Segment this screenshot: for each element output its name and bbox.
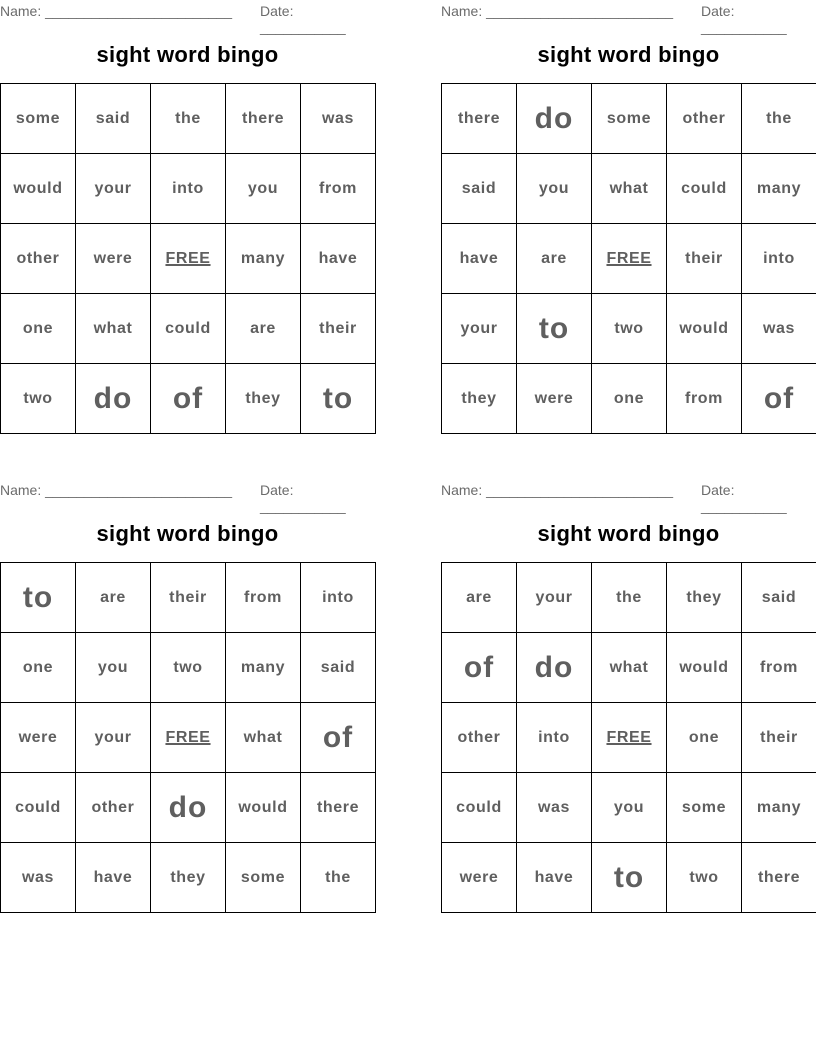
card-title: sight word bingo bbox=[96, 42, 279, 67]
bingo-cell: said bbox=[742, 563, 816, 633]
bingo-cell: the bbox=[742, 84, 816, 154]
bingo-cell: your bbox=[76, 154, 151, 224]
bingo-grid bbox=[0, 83, 376, 434]
bingo-cell: some bbox=[1, 84, 76, 154]
bingo-card-4 bbox=[441, 479, 816, 919]
bingo-cell: do bbox=[517, 84, 592, 154]
bingo-cell: their bbox=[667, 224, 742, 294]
card-header bbox=[0, 3, 375, 35]
bingo-cell: their bbox=[301, 294, 376, 364]
bingo-cell: some bbox=[226, 843, 301, 913]
bingo-cell: have bbox=[76, 843, 151, 913]
bingo-cell: your bbox=[442, 294, 517, 364]
bingo-cell: were bbox=[76, 224, 151, 294]
bingo-cell: there bbox=[442, 84, 517, 154]
bingo-cell: to bbox=[301, 364, 376, 434]
bingo-cell: you bbox=[592, 773, 667, 843]
card-header bbox=[441, 3, 816, 35]
bingo-cell: they bbox=[667, 563, 742, 633]
bingo-cell: two bbox=[592, 294, 667, 364]
name-field-label: Name: ________________________ bbox=[0, 3, 232, 19]
grid-row bbox=[1, 633, 376, 703]
grid-row bbox=[442, 364, 816, 434]
free-space-cell: FREE bbox=[151, 703, 226, 773]
bingo-cell: would bbox=[667, 294, 742, 364]
bingo-cell: you bbox=[517, 154, 592, 224]
bingo-cell: of bbox=[301, 703, 376, 773]
bingo-cell: have bbox=[301, 224, 376, 294]
bingo-cell: they bbox=[442, 364, 517, 434]
grid-row bbox=[1, 84, 376, 154]
bingo-cell: many bbox=[742, 154, 816, 224]
bingo-cell: do bbox=[76, 364, 151, 434]
bingo-grid bbox=[0, 562, 376, 913]
bingo-cell: two bbox=[667, 843, 742, 913]
grid-row bbox=[442, 224, 816, 294]
bingo-cell: are bbox=[442, 563, 517, 633]
bingo-cell: from bbox=[301, 154, 376, 224]
bingo-cell: one bbox=[1, 294, 76, 364]
bingo-cell: other bbox=[1, 224, 76, 294]
grid-row bbox=[1, 843, 376, 913]
bingo-cell: said bbox=[442, 154, 517, 224]
bingo-cell: could bbox=[667, 154, 742, 224]
bingo-cell: from bbox=[667, 364, 742, 434]
bingo-cell: some bbox=[592, 84, 667, 154]
grid-row bbox=[1, 364, 376, 434]
bingo-cell: could bbox=[442, 773, 517, 843]
bingo-cell: into bbox=[517, 703, 592, 773]
date-field-label: Date: ___________ bbox=[701, 482, 787, 514]
bingo-cell: you bbox=[226, 154, 301, 224]
bingo-cell: what bbox=[76, 294, 151, 364]
name-field-label: Name: ________________________ bbox=[0, 482, 232, 498]
free-space-cell: FREE bbox=[592, 703, 667, 773]
free-space-cell: FREE bbox=[151, 224, 226, 294]
bingo-card-3 bbox=[0, 479, 375, 919]
bingo-cell: many bbox=[226, 633, 301, 703]
name-field-label: Name: ________________________ bbox=[441, 3, 673, 19]
grid-row bbox=[442, 843, 816, 913]
grid-row bbox=[442, 294, 816, 364]
bingo-cell: could bbox=[1, 773, 76, 843]
grid-row bbox=[1, 154, 376, 224]
bingo-cell: many bbox=[226, 224, 301, 294]
bingo-grid bbox=[441, 562, 816, 913]
bingo-cell: the bbox=[151, 84, 226, 154]
grid-row bbox=[1, 563, 376, 633]
bingo-cell: your bbox=[76, 703, 151, 773]
bingo-card-1 bbox=[0, 0, 375, 440]
date-field-label: Date: ___________ bbox=[260, 482, 346, 514]
bingo-cell: said bbox=[76, 84, 151, 154]
card-title: sight word bingo bbox=[96, 521, 279, 546]
bingo-cell: other bbox=[667, 84, 742, 154]
bingo-cell: from bbox=[226, 563, 301, 633]
bingo-cell: into bbox=[151, 154, 226, 224]
bingo-cell: were bbox=[517, 364, 592, 434]
bingo-cell: one bbox=[1, 633, 76, 703]
bingo-cell: was bbox=[301, 84, 376, 154]
bingo-cell: was bbox=[1, 843, 76, 913]
bingo-cell: to bbox=[592, 843, 667, 913]
date-field-label: Date: ___________ bbox=[260, 3, 346, 35]
free-space-cell: FREE bbox=[592, 224, 667, 294]
bingo-cell: do bbox=[151, 773, 226, 843]
bingo-cell: what bbox=[592, 633, 667, 703]
grid-row bbox=[1, 703, 376, 773]
bingo-cell: to bbox=[517, 294, 592, 364]
bingo-cell: two bbox=[1, 364, 76, 434]
bingo-cell: of bbox=[151, 364, 226, 434]
bingo-cell: two bbox=[151, 633, 226, 703]
bingo-cell: was bbox=[742, 294, 816, 364]
card-title: sight word bingo bbox=[537, 521, 720, 546]
bingo-cell: there bbox=[226, 84, 301, 154]
grid-row bbox=[442, 563, 816, 633]
card-header bbox=[441, 482, 816, 514]
bingo-cell: have bbox=[517, 843, 592, 913]
bingo-cell: of bbox=[442, 633, 517, 703]
bingo-cell: could bbox=[151, 294, 226, 364]
bingo-cell: would bbox=[667, 633, 742, 703]
grid-row bbox=[442, 703, 816, 773]
grid-row bbox=[442, 154, 816, 224]
bingo-cell: have bbox=[442, 224, 517, 294]
bingo-cell: what bbox=[226, 703, 301, 773]
bingo-cell: were bbox=[1, 703, 76, 773]
bingo-cell: there bbox=[301, 773, 376, 843]
bingo-cell: their bbox=[151, 563, 226, 633]
bingo-cell: are bbox=[226, 294, 301, 364]
bingo-cell: there bbox=[742, 843, 816, 913]
bingo-cell: would bbox=[226, 773, 301, 843]
grid-row bbox=[442, 633, 816, 703]
bingo-cell: were bbox=[442, 843, 517, 913]
bingo-cell: of bbox=[742, 364, 816, 434]
date-field-label: Date: ___________ bbox=[701, 3, 787, 35]
bingo-cell: many bbox=[742, 773, 816, 843]
grid-row bbox=[442, 773, 816, 843]
bingo-cell: into bbox=[742, 224, 816, 294]
grid-row bbox=[1, 294, 376, 364]
bingo-cell: they bbox=[151, 843, 226, 913]
bingo-grid bbox=[441, 83, 816, 434]
bingo-cell: their bbox=[742, 703, 816, 773]
bingo-cell: said bbox=[301, 633, 376, 703]
bingo-cell: do bbox=[517, 633, 592, 703]
bingo-cell: other bbox=[442, 703, 517, 773]
grid-row bbox=[1, 224, 376, 294]
card-header bbox=[0, 482, 375, 514]
bingo-cell: would bbox=[1, 154, 76, 224]
bingo-cell: they bbox=[226, 364, 301, 434]
name-field-label: Name: ________________________ bbox=[441, 482, 673, 498]
bingo-cell: into bbox=[301, 563, 376, 633]
bingo-card-2 bbox=[441, 0, 816, 440]
card-title: sight word bingo bbox=[537, 42, 720, 67]
bingo-cell: are bbox=[517, 224, 592, 294]
grid-row bbox=[442, 84, 816, 154]
bingo-cell: was bbox=[517, 773, 592, 843]
bingo-cell: your bbox=[517, 563, 592, 633]
bingo-cell: one bbox=[667, 703, 742, 773]
bingo-cell: you bbox=[76, 633, 151, 703]
bingo-cell: what bbox=[592, 154, 667, 224]
bingo-cell: the bbox=[592, 563, 667, 633]
bingo-cell: other bbox=[76, 773, 151, 843]
grid-row bbox=[1, 773, 376, 843]
bingo-cell: to bbox=[1, 563, 76, 633]
bingo-cell: some bbox=[667, 773, 742, 843]
bingo-cell: one bbox=[592, 364, 667, 434]
bingo-cell: from bbox=[742, 633, 816, 703]
bingo-cell: are bbox=[76, 563, 151, 633]
bingo-cell: the bbox=[301, 843, 376, 913]
